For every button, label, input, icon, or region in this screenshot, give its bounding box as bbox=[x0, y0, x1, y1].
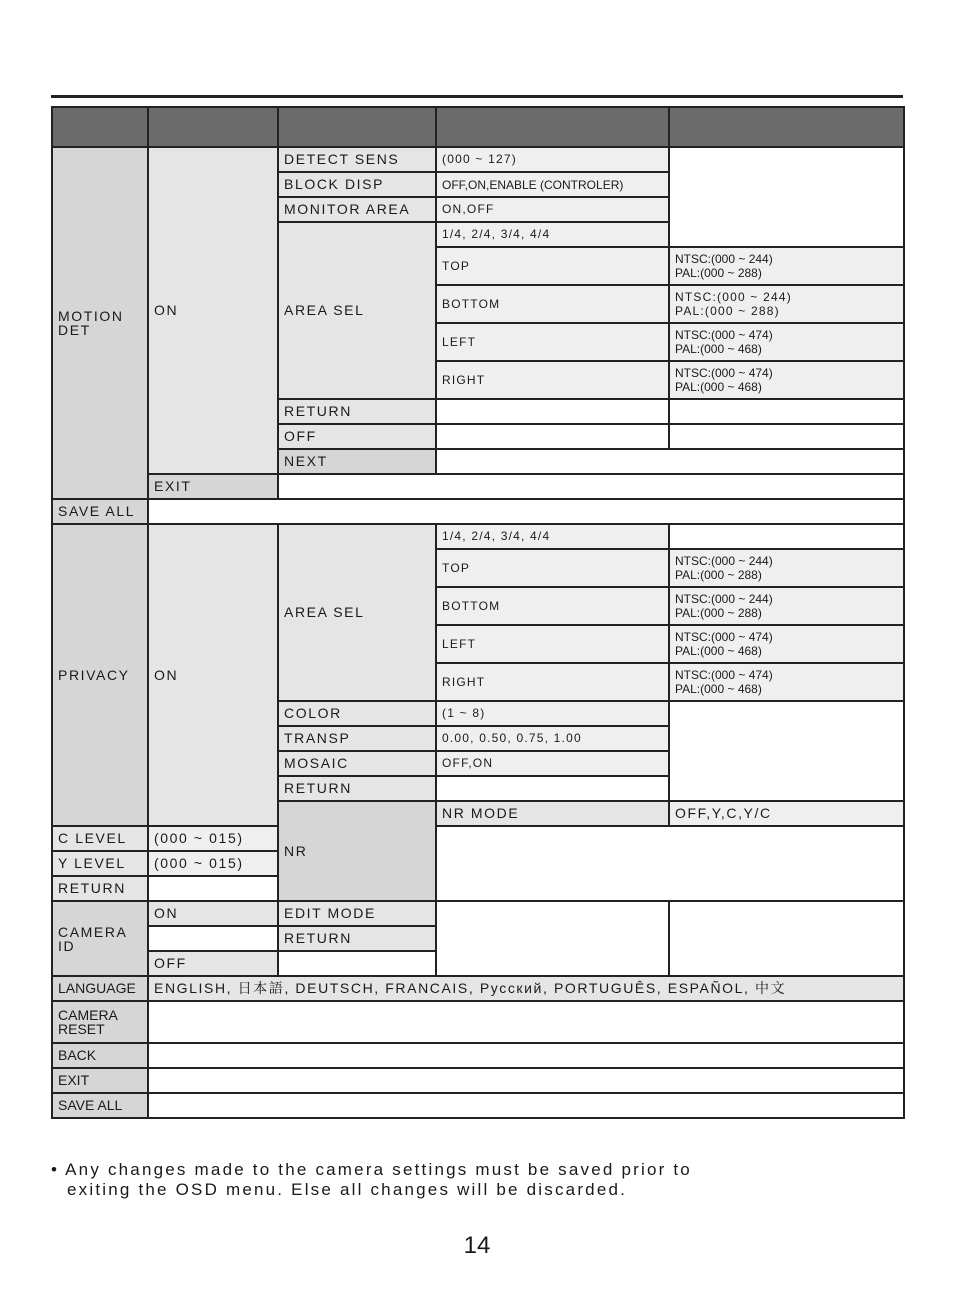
y-level-range: (000 ~ 015) bbox=[148, 851, 278, 876]
privacy-category: PRIVACY bbox=[52, 524, 148, 826]
empty-cell bbox=[436, 399, 669, 424]
save-warning-note bbox=[51, 1160, 692, 1200]
privacy-on-item: ON bbox=[148, 524, 278, 826]
page-number: 14 bbox=[463, 1232, 491, 1259]
privacy-left-item: LEFT bbox=[436, 625, 669, 663]
empty-cell bbox=[148, 1068, 904, 1093]
header-cell bbox=[52, 107, 148, 147]
save-all-item-bottom: SAVE ALL bbox=[52, 1093, 148, 1118]
osd-menu-table bbox=[51, 106, 905, 1119]
motion-area-sel-item: AREA SEL bbox=[278, 222, 436, 399]
camera-id-on-item: ON bbox=[148, 901, 278, 926]
block-disp-options: OFF,ON,ENABLE (CONTROLER) bbox=[436, 172, 669, 197]
header-cell bbox=[278, 107, 436, 147]
empty-cell bbox=[278, 474, 904, 499]
privacy-right-item: RIGHT bbox=[436, 663, 669, 701]
camera-id-off-item: OFF bbox=[148, 951, 278, 976]
nr-mode-item: NR MODE bbox=[436, 801, 669, 826]
edit-mode-item: EDIT MODE bbox=[278, 901, 436, 926]
block-disp-item: BLOCK DISP bbox=[278, 172, 436, 197]
empty-cell bbox=[148, 1001, 904, 1043]
note-line-1: • Any changes made to the camera settings must be saved prior to bbox=[51, 1160, 692, 1179]
mosaic-item: MOSAIC bbox=[278, 751, 436, 776]
header-cell bbox=[148, 107, 278, 147]
transp-options: 0.00, 0.50, 0.75, 1.00 bbox=[436, 726, 669, 751]
y-level-item: Y LEVEL bbox=[52, 851, 148, 876]
motion-area-fractions: 1/4, 2/4, 3/4, 4/4 bbox=[436, 222, 669, 247]
exit-item-bottom: EXIT bbox=[52, 1068, 148, 1093]
motion-bottom-range: NTSC:(000 ~ 244) PAL:(000 ~ 288) bbox=[669, 285, 904, 323]
transp-item: TRANSP bbox=[278, 726, 436, 751]
motion-left-item: LEFT bbox=[436, 323, 669, 361]
empty-cell bbox=[148, 926, 278, 951]
privacy-return-item: RETURN bbox=[278, 776, 436, 801]
empty-cell bbox=[669, 147, 904, 247]
motion-right-item: RIGHT bbox=[436, 361, 669, 399]
color-range: (1 ~ 8) bbox=[436, 701, 669, 726]
empty-cell bbox=[436, 449, 904, 474]
motion-on-item: ON bbox=[148, 147, 278, 474]
nr-category: NR bbox=[278, 801, 436, 901]
empty-cell bbox=[436, 901, 669, 976]
mosaic-options: OFF,ON bbox=[436, 751, 669, 776]
motion-top-range: NTSC:(000 ~ 244) PAL:(000 ~ 288) bbox=[669, 247, 904, 285]
motion-return-item: RETURN bbox=[278, 399, 436, 424]
motion-off-item: OFF bbox=[278, 424, 436, 449]
camera-reset-item: CAMERA RESET bbox=[52, 1001, 148, 1043]
monitor-area-item: MONITOR AREA bbox=[278, 197, 436, 222]
empty-cell bbox=[278, 951, 436, 976]
motion-right-range: NTSC:(000 ~ 474) PAL:(000 ~ 468) bbox=[669, 361, 904, 399]
privacy-bottom-range: NTSC:(000 ~ 244) PAL:(000 ~ 288) bbox=[669, 587, 904, 625]
privacy-area-fractions: 1/4, 2/4, 3/4, 4/4 bbox=[436, 524, 669, 549]
next-item: NEXT bbox=[278, 449, 436, 474]
privacy-top-range: NTSC:(000 ~ 244) PAL:(000 ~ 288) bbox=[669, 549, 904, 587]
privacy-left-range: NTSC:(000 ~ 474) PAL:(000 ~ 468) bbox=[669, 625, 904, 663]
privacy-bottom-item: BOTTOM bbox=[436, 587, 669, 625]
detect-sens-item: DETECT SENS bbox=[278, 147, 436, 172]
monitor-area-options: ON,OFF bbox=[436, 197, 669, 222]
detect-sens-range: (000 ~ 127) bbox=[436, 147, 669, 172]
empty-cell bbox=[669, 399, 904, 424]
nr-mode-options: OFF,Y,C,Y/C bbox=[669, 801, 904, 826]
save-all-item: SAVE ALL bbox=[52, 499, 148, 524]
back-item: BACK bbox=[52, 1043, 148, 1068]
motion-det-category: MOTION DET bbox=[52, 147, 148, 499]
privacy-top-item: TOP bbox=[436, 549, 669, 587]
empty-cell bbox=[148, 1093, 904, 1118]
empty-cell bbox=[148, 1043, 904, 1068]
language-options: ENGLISH, 日本語, DEUTSCH, FRANCAIS, Русский, PORTUGUÊS, ESPAÑOL, 中文 bbox=[148, 976, 904, 1001]
header-row bbox=[52, 107, 904, 147]
camera-id-return-item: RETURN bbox=[278, 926, 436, 951]
c-level-item: C LEVEL bbox=[52, 826, 148, 851]
note-line-2: exiting the OSD menu. Else all changes will be discarded. bbox=[67, 1180, 628, 1199]
empty-cell bbox=[669, 901, 904, 976]
camera-id-category: CAMERA ID bbox=[52, 901, 148, 976]
empty-cell bbox=[669, 701, 904, 801]
header-cell bbox=[669, 107, 904, 147]
header-cell bbox=[436, 107, 669, 147]
privacy-area-sel-item: AREA SEL bbox=[278, 524, 436, 701]
language-item: LANGUAGE bbox=[52, 976, 148, 1001]
c-level-range: (000 ~ 015) bbox=[148, 826, 278, 851]
empty-cell bbox=[669, 424, 904, 449]
empty-cell bbox=[148, 499, 904, 524]
empty-cell bbox=[148, 876, 278, 901]
exit-item: EXIT bbox=[148, 474, 278, 499]
nr-return-item: RETURN bbox=[52, 876, 148, 901]
empty-cell bbox=[669, 524, 904, 549]
motion-top-item: TOP bbox=[436, 247, 669, 285]
motion-left-range: NTSC:(000 ~ 474) PAL:(000 ~ 468) bbox=[669, 323, 904, 361]
empty-cell bbox=[436, 424, 669, 449]
privacy-right-range: NTSC:(000 ~ 474) PAL:(000 ~ 468) bbox=[669, 663, 904, 701]
top-rule bbox=[51, 95, 903, 98]
color-item: COLOR bbox=[278, 701, 436, 726]
empty-cell bbox=[436, 776, 669, 801]
motion-bottom-item: BOTTOM bbox=[436, 285, 669, 323]
